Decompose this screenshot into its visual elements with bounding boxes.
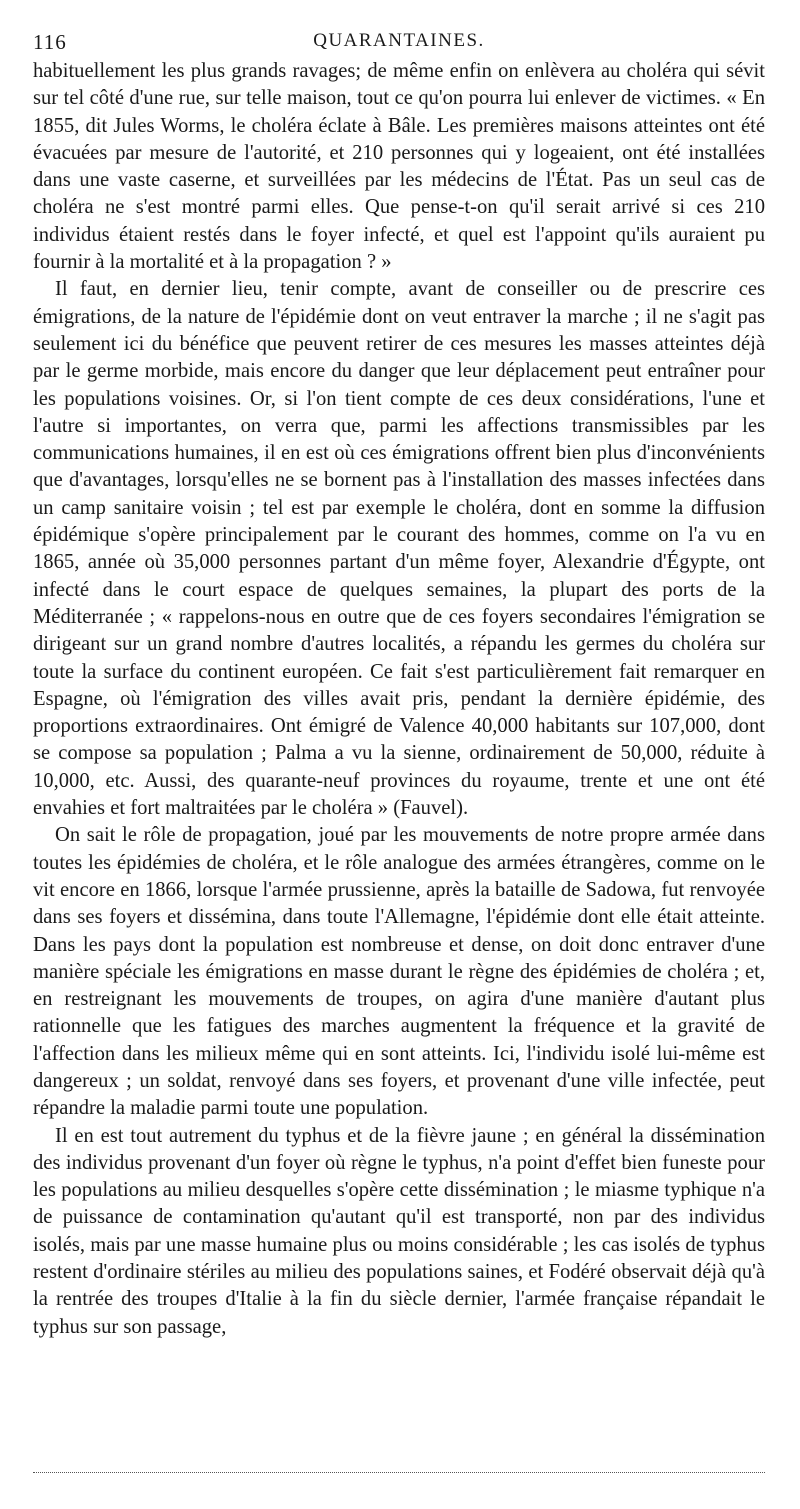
book-page	[33, 26, 765, 1341]
running-title: QUARANTAINES.	[313, 30, 485, 51]
page-number: 116	[33, 30, 67, 54]
footer-dotted-rule	[33, 1472, 765, 1473]
paragraph-armies: On sait le rôle de propagation, joué par les mouvements de notre propre armée dans toutes les épidémies de choléra, et le rôle analogue des armées étrangères, comme on le vit encore en 1866, lorsque l'armée prussienne, après la bataille de Sadowa, fut renvoyée dans ses foyers et dissémina, dans toute l'Allemagne, l'épidémie dont elle était atteinte. Dans les pays dont la population est nombreuse et dense, on doit donc entraver d'une manière spéciale les émigrations en masse durant le règne des épidémies de choléra ; et, en restreignant les mouvements de troupes, on agira d'une manière d'autant plus rationnelle que les fatigues des marches augmentent la fréquence et la gravité de l'affection dans les milieux même qui en sont atteints. Ici, l'individu isolé lui-même est dangereux ; un soldat, renvoyé dans ses foyers, et provenant d'une ville infectée, peut répandre la maladie parmi toute une population.	[33, 824, 765, 1120]
page-header	[33, 26, 765, 56]
body-text	[33, 58, 765, 1341]
paragraph-continuation: habituellement les plus grands ravages; de même enfin on enlèvera au choléra qui sévit sur tel côté d'une rue, sur telle maison, tout ce qu'on pourra lui enlever de victimes. « En 1855, dit Jules Worms, le choléra éclate à Bâle. Les premières maisons atteintes ont été évacuées par mesure de l'autorité, et 210 personnes qui y logeaient, ont été installées dans une vaste caserne, et surveillées par les médecins de l'État. Pas un seul cas de choléra ne s'est montré parmi elles. Que pense-t-on qu'il serait arrivé si ces 210 individus étaient restés dans le foyer infecté, et quel est l'appoint qu'ils auraient pu fournir à la mortalité et à la propagation ? »	[33, 60, 765, 274]
paragraph-typhus: Il en est tout autrement du typhus et de la fièvre jaune ; en général la dissémination des individus provenant d'un foyer où règne le typhus, n'a point d'effet bien funeste pour les populations au milieu desquelles s'opère cette dissémination ; le miasme typhique n'a de puissance de contamination qu'autant qu'il est transporté, non par des individus isolés, mais par une masse humaine plus ou moins considérable ; les cas isolés de typhus restent d'ordinaire stériles au milieu des populations saines, et Fodéré observait déjà qu'à la rentrée des troupes d'Italie à la fin du siècle dernier, l'armée française répandait le typhus sur son passage,	[33, 1124, 765, 1338]
paragraph-emigrations: Il faut, en dernier lieu, tenir compte, avant de conseiller ou de prescrire ces émigrations, de la nature de l'épidémie dont on veut entraver la marche ; il ne s'agit pas seulement ici du bénéfice que peuvent retirer de ces mesures les masses atteintes déjà par le germe morbide, mais encore du danger que leur déplacement peut entraîner pour les populations voisines. Or, si l'on tient compte de ces deux considérations, l'une et l'autre si importantes, on verra que, parmi les affections transmissibles par les communications humaines, il en est où ces émigrations offrent bien plus d'inconvénients que d'avantages, lorsqu'elles ne se bornent pas à l'installation des masses infectées dans un camp sanitaire voisin ; tel est par exemple le choléra, dont en somme la diffusion épidémique s'opère principalement par le courant des hommes, comme on l'a vu en 1865, année où 35,000 personnes partant d'un même foyer, Alexandrie d'Égypte, ont infecté dans le court espace de quelques semaines, la plupart des ports de la Méditerranée ; « rappelons-nous en outre que de ces foyers secondaires l'émigration se dirigeant sur un grand nombre d'autres localités, a répandu les germes du choléra sur toute la surface du continent européen. Ce fait s'est particulièrement fait remarquer en Espagne, où l'émigration des villes avait pris, pendant la dernière épidémie, des proportions extraordinaires. Ont émigré de Valence 40,000 habitants sur 107,000, dont se compose sa population ; Palma a vu la sienne, ordinairement de 50,000, réduite à 10,000, etc. Aussi, des quarante-neuf provinces du royaume, trente et une ont été envahies et fort maltraitées par le choléra » (Fauvel).	[33, 278, 765, 820]
